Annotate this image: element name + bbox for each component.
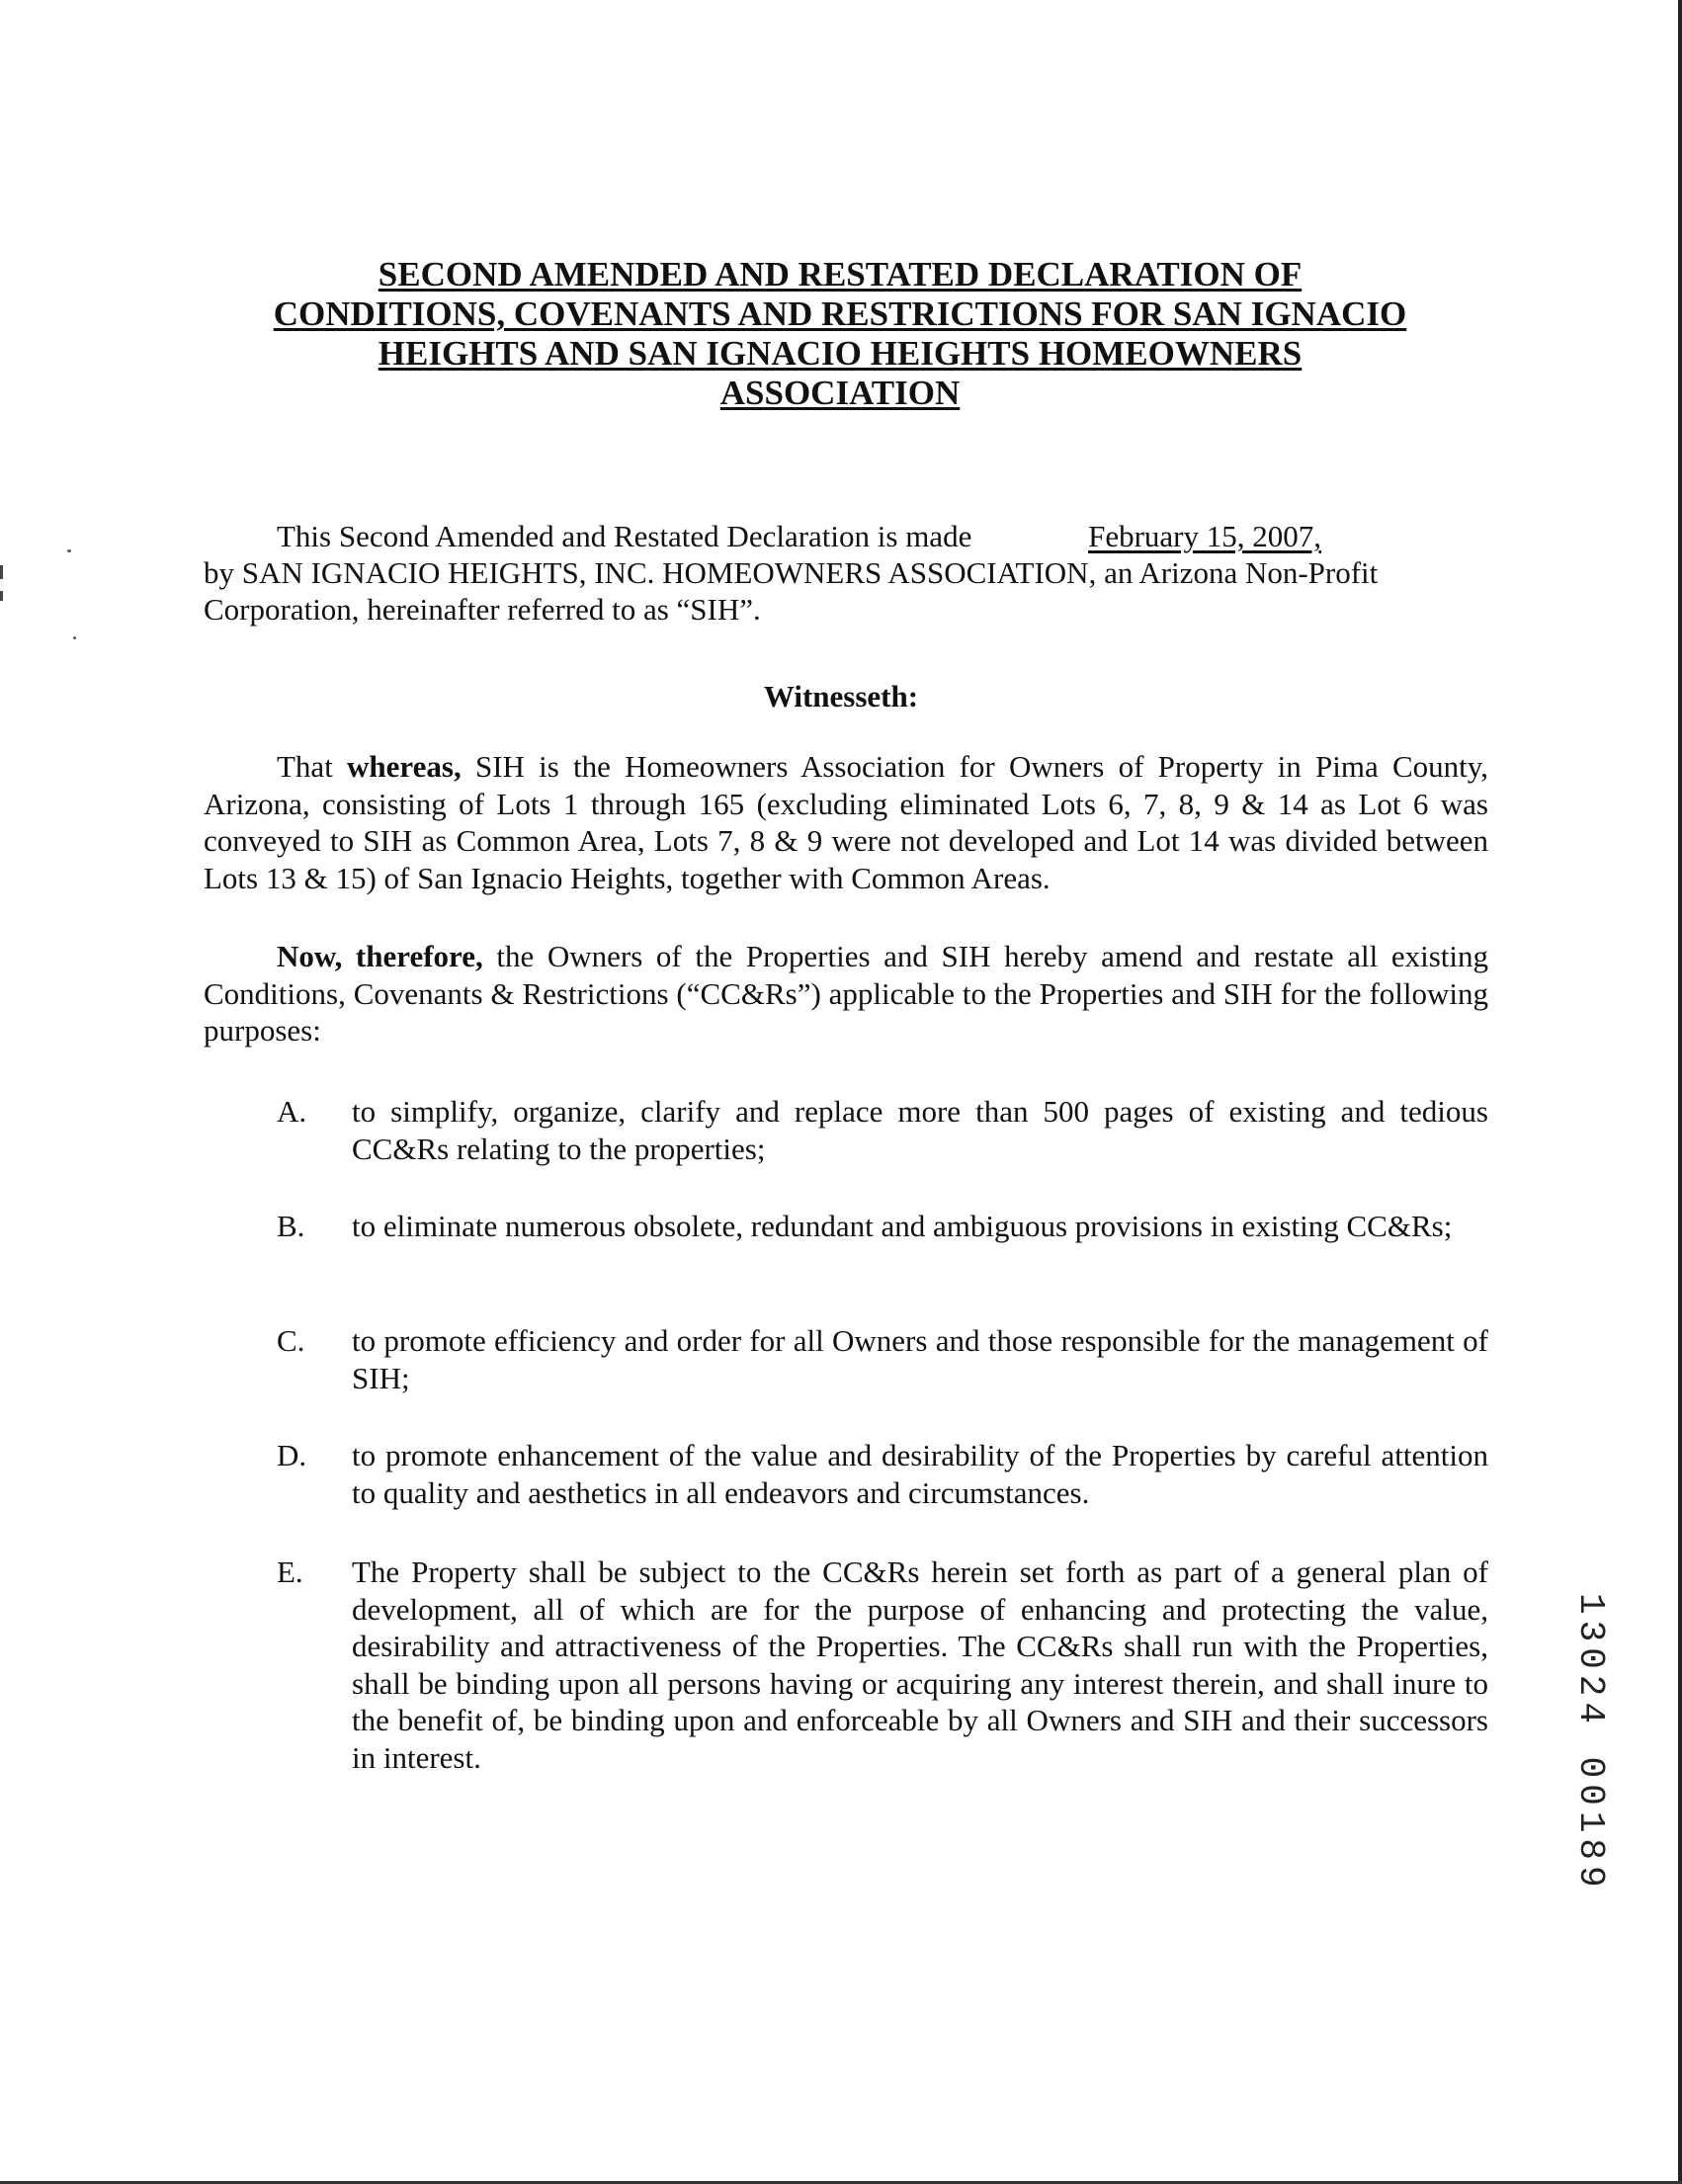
- purpose-letter: E.: [277, 1554, 303, 1589]
- intro-line: Corporation, hereinafter referred to as “SIH”.: [204, 592, 761, 627]
- paragraph-keyword: whereas,: [347, 749, 462, 784]
- purpose-item: [277, 1437, 1488, 1511]
- purpose-text: to promote enhancement of the value and desirability of the Properties by careful attention to quality and aesthetics in all endeavors and circumstances.: [352, 1438, 1488, 1510]
- declaration-date: February 15, 2007,: [1088, 519, 1321, 553]
- document-title: [158, 255, 1522, 413]
- purpose-text: to simplify, organize, clarify and replace more than 500 pages of existing and tedious CC&Rs relating to the properties;: [352, 1094, 1488, 1166]
- therefore-paragraph: [204, 938, 1488, 1050]
- title-line: CONDITIONS, COVENANTS AND RESTRICTIONS FOR SAN IGNACIO: [273, 294, 1407, 333]
- purpose-text: to promote efficiency and order for all Owners and those responsible for the management of SIH;: [352, 1323, 1488, 1395]
- purpose-letter: B.: [277, 1209, 305, 1243]
- recording-number: 13024 00189: [1570, 1593, 1611, 1893]
- purpose-item: [277, 1093, 1488, 1167]
- purpose-text: to eliminate numerous obsolete, redundant and ambiguous provisions in existing CC&Rs;: [352, 1209, 1453, 1243]
- scan-margin-mark: [0, 591, 3, 601]
- title-line: SECOND AMENDED AND RESTATED DECLARATION OF: [378, 255, 1303, 294]
- witnesseth-heading: Witnesseth:: [763, 679, 919, 714]
- purpose-item: [277, 1554, 1488, 1776]
- scan-speck: [73, 636, 76, 639]
- paragraph-lead: That: [277, 749, 348, 784]
- scan-speck: [67, 549, 71, 552]
- purpose-letter: D.: [277, 1438, 307, 1472]
- scan-margin-mark: [0, 565, 3, 579]
- title-line: HEIGHTS AND SAN IGNACIO HEIGHTS HOMEOWNERS: [378, 334, 1303, 373]
- paragraph-body: SIH is the Homeowners Association for Owners of Property in Pima County, Arizona, consisting of Lots 1 through 165 (excluding eliminated Lots 6, 7, 8, 9 & 14 as Lot 6 was conveyed to SIH as Common Area, Lots 7, 8 & 9 were not developed and Lot 14 was divided between Lots 13 & 15) of San Ignacio Heights, together with Common Areas.: [204, 749, 1488, 895]
- purpose-item: [277, 1208, 1488, 1245]
- whereas-paragraph: [204, 748, 1488, 896]
- paragraph-keyword: Now, therefore,: [277, 939, 483, 973]
- intro-paragraph: [204, 518, 1488, 628]
- intro-lead: This Second Amended and Restated Declaration is made: [277, 519, 972, 553]
- purpose-text: The Property shall be subject to the CC&Rs herein set forth as part of a general plan of development, all of which are for the purpose of enhancing and protecting the value, desirability and attractiveness of the Properties. The CC&Rs shall run with the Properties, shall be binding upon all persons having or acquiring any interest therein, and shall inure to the benefit of, be binding upon and enforceable by all Owners and SIH and their successors in interest.: [352, 1554, 1488, 1775]
- purpose-letter: A.: [277, 1094, 307, 1129]
- paragraph-body: the Owners of the Properties and SIH hereby amend and restate all existing Conditions, Covenants & Restrictions (“CC&Rs”) applicable to the Properties and SIH for the following purposes:: [204, 939, 1488, 1048]
- scan-edge-right: [1678, 0, 1682, 2184]
- purpose-item: [277, 1322, 1488, 1396]
- intro-line: by SAN IGNACIO HEIGHTS, INC. HOMEOWNERS ASSOCIATION, an Arizona Non-Profit: [204, 555, 1379, 590]
- purpose-letter: C.: [277, 1323, 305, 1358]
- title-line: ASSOCIATION: [719, 374, 961, 412]
